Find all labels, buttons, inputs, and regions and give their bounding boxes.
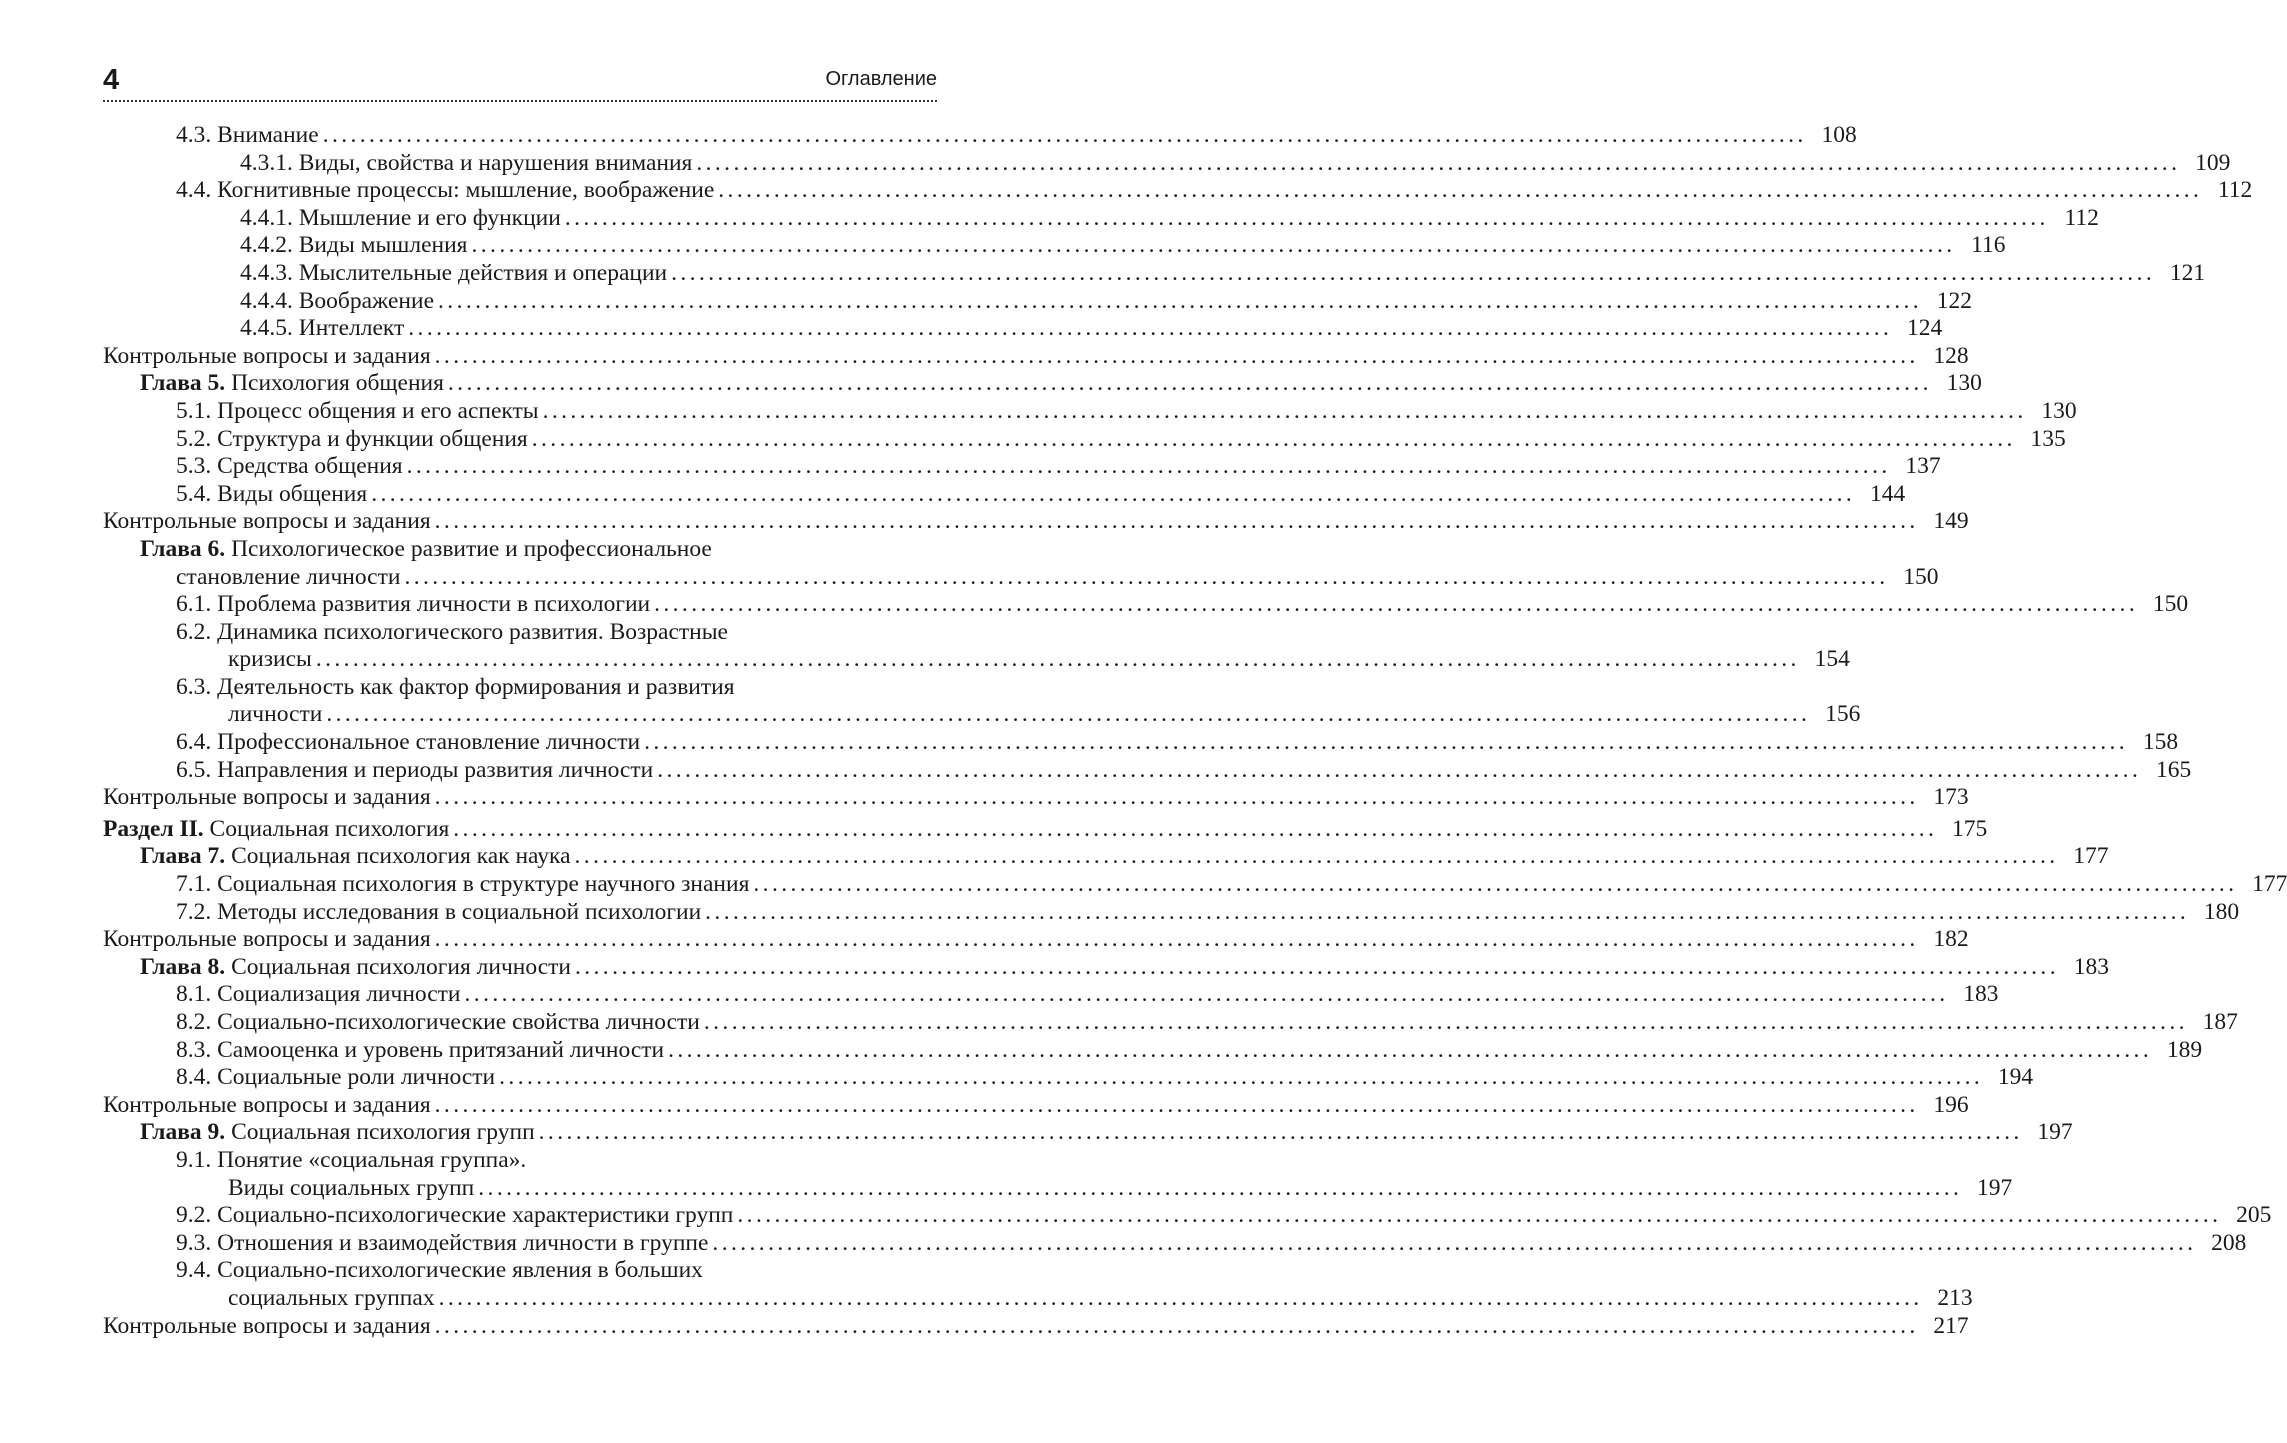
toc-page-number: 116	[1971, 232, 2006, 259]
toc-entry-label: личности	[228, 701, 323, 728]
toc-entry-label: Социальная психология	[203, 815, 450, 842]
toc-entry-title	[240, 205, 561, 233]
toc-entry-line	[228, 1284, 1973, 1313]
toc-entry-line	[176, 122, 1857, 150]
toc-entry-label: 5.2. Структура и функции общения	[176, 425, 528, 452]
toc-entry-label: 9.3. Отношения и взаимодействия личности в группе	[176, 1229, 709, 1256]
toc-entry-title	[176, 899, 701, 927]
toc-page-number: 150	[1903, 563, 1939, 590]
toc-entry-title	[176, 1064, 495, 1092]
toc-entry-label: 7.2. Методы исследования в социальной психологии	[176, 898, 702, 925]
toc-entry-title	[176, 674, 735, 700]
toc-entry[interactable]	[0, 1036, 2203, 1065]
toc-entry-line	[176, 729, 2179, 757]
toc-page-number: 187	[2202, 1009, 2238, 1035]
toc-entry-line	[176, 177, 2253, 205]
toc-entry-label: 8.3. Самооценка и уровень притязаний личности	[176, 1036, 665, 1063]
dot-leader: ................................................................................................................................................................	[315, 646, 1800, 673]
toc-entry-prefix: Глава 6.	[140, 535, 226, 562]
toc-entry[interactable]	[0, 1257, 1973, 1312]
toc-page-number: 183	[2073, 953, 2109, 980]
toc-entry-title	[240, 232, 468, 260]
toc-entry-line	[176, 425, 2066, 454]
toc-entry-line	[176, 397, 2077, 426]
toc-entry-label: 6.3. Деятельность как фактор формирования и развития	[176, 673, 735, 700]
toc-entry-title	[176, 1202, 733, 1230]
dot-leader: ................................................................................................................................................................	[434, 1091, 1919, 1118]
toc-entry-line	[103, 342, 1969, 371]
toc-entry-title	[176, 564, 400, 592]
toc-entry-label: 6.4. Профессиональное становление личности	[176, 729, 641, 756]
dot-leader: ................................................................................................................................................................	[542, 397, 2027, 424]
toc-entry-title	[103, 926, 431, 954]
toc-page-number: 137	[1905, 453, 1941, 480]
toc-page-number: 156	[1825, 701, 1861, 728]
toc-entry[interactable]	[0, 397, 2077, 426]
toc-page-number: 183	[1963, 981, 1999, 1008]
toc-page-number: 112	[2064, 204, 2099, 231]
toc-page-number: 108	[1821, 122, 1857, 148]
toc-entry[interactable]	[0, 315, 1943, 343]
toc-entry[interactable]	[0, 815, 1988, 844]
toc-page-number: 189	[2166, 1036, 2203, 1063]
toc-entry-line	[176, 981, 1999, 1009]
toc-page-number: 194	[1997, 1064, 2034, 1091]
toc-page-number: 197	[1977, 1174, 2013, 1201]
toc-entry[interactable]	[0, 535, 1939, 591]
toc-entry-first-line	[176, 674, 735, 702]
toc-entry[interactable]	[0, 1229, 2247, 1258]
toc-entry-line	[240, 287, 1973, 316]
toc-entry-prefix: Раздел II.	[103, 815, 204, 842]
toc-page-number: 121	[2169, 259, 2206, 286]
dot-leader: ................................................................................................................................................................	[705, 898, 2190, 925]
toc-entry-line	[176, 1036, 2203, 1065]
toc-entry-line	[228, 1174, 2013, 1203]
toc-entry-first-line	[176, 619, 728, 647]
toc-page-number: 109	[2195, 149, 2231, 176]
toc-entry-label: социальных группах	[228, 1284, 435, 1311]
toc-entry-label: 4.4. Когнитивные процессы: мышление, воображение	[176, 177, 715, 204]
dot-leader: ................................................................................................................................................................	[438, 287, 1923, 314]
toc-page-number: 135	[2030, 425, 2066, 452]
dot-leader: ................................................................................................................................................................	[574, 843, 2059, 870]
toc-entry-line	[176, 1202, 2272, 1230]
toc-entry-label: 8.2. Социально-психологические свойства личности	[176, 1009, 700, 1035]
toc-entry[interactable]	[0, 1009, 2238, 1037]
toc-entry[interactable]	[0, 508, 1969, 536]
toc-entry[interactable]	[0, 729, 2179, 757]
toc-entry-label: 6.1. Проблема развития личности в психологии	[176, 591, 651, 618]
toc-entry-title	[240, 288, 434, 316]
toc-entry-title	[140, 954, 571, 982]
toc-entry-prefix: Глава 7.	[140, 843, 226, 870]
toc-page-number: 182	[1933, 926, 1969, 953]
toc-entry-line	[103, 1312, 1969, 1341]
toc-entry-first-line	[176, 1257, 703, 1285]
toc-entry-label: 5.4. Виды общения	[176, 480, 368, 507]
toc-entry-label: Контрольные вопросы и задания	[103, 784, 431, 811]
dot-leader: ................................................................................................................................................................	[371, 480, 1856, 507]
toc-entry[interactable]	[0, 673, 1861, 729]
toc-entry-label: кризисы	[228, 646, 312, 673]
toc-entry-line	[176, 453, 1941, 481]
toc-page-number: 213	[1937, 1284, 1973, 1311]
toc-entry[interactable]	[0, 1202, 2272, 1230]
page-number: 4	[103, 64, 120, 96]
toc-entry-line	[176, 480, 1906, 509]
toc-entry-line	[176, 563, 1939, 592]
toc-entry-label: 9.2. Социально-психологические характеристики групп	[176, 1202, 734, 1229]
toc-entry[interactable]	[0, 287, 1973, 316]
toc-entry-label: Социальная психология как наука	[225, 843, 571, 870]
toc-entry-title	[176, 1230, 708, 1258]
toc-entry[interactable]	[0, 232, 2006, 260]
dot-leader: ................................................................................................................................................................	[644, 729, 2129, 756]
dot-leader: ................................................................................................................................................................	[406, 453, 1891, 480]
toc-page-number: 180	[2203, 898, 2240, 925]
toc-entry-title	[140, 843, 571, 871]
toc-entry[interactable]	[0, 843, 2109, 871]
dot-leader: ................................................................................................................................................................	[737, 1202, 2222, 1229]
toc-entry-title	[103, 343, 431, 371]
toc-entry[interactable]	[0, 149, 2231, 178]
toc-entry-title	[176, 426, 528, 454]
dot-leader: ................................................................................................................................................................	[434, 926, 1919, 953]
toc-entry-label: 4.4.4. Воображение	[240, 287, 435, 314]
dot-leader: ................................................................................................................................................................	[471, 232, 1956, 259]
toc-page-number: 144	[1869, 480, 1906, 507]
toc-entry-title	[176, 1009, 700, 1037]
dot-leader: ................................................................................................................................................................	[668, 1036, 2153, 1063]
toc-entry-label: Контрольные вопросы и задания	[103, 342, 431, 369]
toc-entry-label: Контрольные вопросы и задания	[103, 1091, 431, 1118]
toc-entry-line	[240, 259, 2206, 288]
toc-entry-label: 4.3.1. Виды, свойства и нарушения внимания	[240, 149, 693, 176]
header-dotted-rule	[103, 100, 937, 102]
toc-entry[interactable]	[0, 453, 1941, 481]
toc-entry-line	[228, 646, 1850, 674]
toc-entry-title	[176, 398, 539, 426]
toc-entry-line	[103, 784, 1969, 812]
dot-leader: ................................................................................................................................................................	[753, 871, 2238, 898]
toc-entry[interactable]	[0, 122, 1857, 150]
toc-entry-title	[228, 701, 322, 729]
toc-entry-label: 6.2. Динамика психологического развития. Возрастные	[176, 618, 728, 645]
toc-entry-line	[228, 701, 1861, 729]
toc-entry[interactable]	[0, 898, 2240, 927]
dot-leader: ................................................................................................................................................................	[538, 1119, 2023, 1146]
toc-entry-title	[176, 177, 714, 205]
toc-entry-title	[176, 729, 640, 757]
dot-leader: ................................................................................................................................................................	[447, 370, 1932, 397]
toc-entry-title	[140, 370, 444, 398]
toc-entry-title	[176, 481, 367, 509]
toc-entry-title	[176, 619, 728, 645]
toc-entry-label: 7.1. Социальная психология в структуре научного знания	[176, 871, 750, 898]
toc-entry-first-line	[140, 536, 712, 564]
toc-entry-label: 4.3. Внимание	[176, 122, 319, 148]
dot-leader: ................................................................................................................................................................	[464, 981, 1949, 1008]
toc-entry[interactable]	[0, 953, 2109, 982]
toc-entry-line	[176, 898, 2240, 927]
toc-page-number: 124	[1907, 315, 1943, 342]
toc-entry-title	[103, 784, 431, 812]
dot-leader: ................................................................................................................................................................	[434, 342, 1919, 369]
toc-entry-label: Психология общения	[225, 370, 444, 397]
toc-entry-title	[176, 757, 653, 785]
toc-page-number: 154	[1814, 646, 1850, 673]
toc-page-number: 177	[2073, 843, 2109, 870]
toc-page-number: 130	[2041, 397, 2077, 424]
dot-leader: ................................................................................................................................................................	[657, 756, 2142, 783]
toc-entry-line	[240, 204, 2099, 233]
dot-leader: ................................................................................................................................................................	[434, 508, 1919, 535]
toc-page-number: 112	[2217, 177, 2253, 204]
toc-entry[interactable]	[0, 259, 2206, 288]
toc-page-number: 122	[1936, 287, 1973, 314]
toc-entry-title	[240, 315, 404, 343]
toc-entry-line	[140, 370, 1982, 398]
dot-leader: ................................................................................................................................................................	[478, 1174, 1963, 1201]
toc-entry-line	[103, 926, 1969, 954]
toc-entry-label: 9.1. Понятие «социальная группа».	[176, 1146, 527, 1173]
toc-entry[interactable]	[0, 425, 2066, 454]
dot-leader: ................................................................................................................................................................	[434, 784, 1919, 811]
dot-leader: ................................................................................................................................................................	[712, 1229, 2197, 1256]
dot-leader: ................................................................................................................................................................	[408, 315, 1893, 342]
toc-entry-title	[140, 1119, 535, 1147]
toc-entry-label: 4.4.5. Интеллект	[240, 315, 405, 342]
toc-entry-line	[140, 953, 2109, 982]
toc-entry-label: 4.4.1. Мышление и его функции	[240, 204, 561, 231]
dot-leader: ................................................................................................................................................................	[438, 1284, 1923, 1311]
toc-entry-label: Психологическое развитие и профессиональное	[225, 535, 712, 562]
toc-entry-title	[176, 981, 461, 1009]
toc-entry-prefix: Глава 8.	[140, 953, 226, 980]
toc-entry-prefix: Глава 5.	[140, 370, 226, 397]
toc-entry-line	[103, 508, 1969, 536]
dot-leader: ................................................................................................................................................................	[671, 259, 2156, 286]
toc-entry-line	[176, 1064, 2034, 1092]
toc-entry-label: 9.4. Социально-психологические явления в больших	[176, 1257, 703, 1284]
toc-entry-line	[240, 149, 2231, 178]
toc-entry[interactable]	[0, 1091, 1969, 1120]
toc-entry[interactable]	[0, 756, 2192, 785]
toc-entry[interactable]	[0, 342, 1969, 371]
dot-leader: ................................................................................................................................................................	[404, 563, 1889, 590]
dot-leader: ................................................................................................................................................................	[531, 425, 2016, 452]
toc-entry-label: 4.4.2. Виды мышления	[240, 232, 468, 259]
toc-entry[interactable]	[0, 1146, 2013, 1202]
toc-entry-title	[176, 1147, 526, 1173]
toc-entry-title	[176, 871, 749, 899]
toc-entry-line	[176, 1229, 2247, 1258]
toc-entry-label: Виды социальных групп	[228, 1174, 475, 1201]
toc-entry-title	[176, 591, 650, 619]
dot-leader: ................................................................................................................................................................	[574, 953, 2059, 980]
toc-entry-title	[176, 1257, 703, 1283]
toc-page-number: 208	[2211, 1229, 2247, 1256]
toc-entry-line	[103, 815, 1988, 844]
dot-leader: ................................................................................................................................................................	[718, 177, 2203, 204]
toc-page-number: 165	[2155, 756, 2192, 783]
toc-page-number: 128	[1933, 342, 1969, 369]
toc-entry-title	[140, 536, 712, 562]
toc-entry[interactable]	[0, 177, 2253, 205]
dot-leader: ................................................................................................................................................................	[564, 204, 2049, 231]
toc-page-number: 217	[1933, 1312, 1969, 1339]
toc-entry-label: Контрольные вопросы и задания	[103, 926, 431, 953]
toc-entry-label: 8.1. Социализация личности	[176, 981, 461, 1008]
toc-page-number: 173	[1933, 784, 1969, 811]
toc-entry-line	[176, 591, 2189, 619]
dot-leader: ................................................................................................................................................................	[703, 1009, 2188, 1035]
toc-entry[interactable]	[0, 618, 1850, 674]
toc-entry-title	[228, 1175, 474, 1203]
toc-entry-label: 8.4. Социальные роли личности	[176, 1064, 496, 1091]
toc-entry-title	[103, 508, 431, 536]
table-of-contents	[0, 122, 2287, 1340]
toc-entry[interactable]	[0, 1312, 1969, 1341]
toc-page-number: 149	[1933, 508, 1969, 535]
toc-entry-line	[240, 232, 2006, 260]
toc-entry-title	[176, 1037, 664, 1065]
toc-entry-label: Контрольные вопросы и задания	[103, 1312, 431, 1339]
toc-entry-title	[103, 1313, 431, 1341]
toc-entry-line	[103, 1091, 1969, 1120]
toc-entry[interactable]	[0, 591, 2189, 619]
running-header	[103, 62, 937, 102]
toc-entry-title	[240, 150, 692, 178]
toc-entry[interactable]	[0, 784, 1969, 812]
toc-page-number: 177	[2252, 871, 2287, 898]
toc-entry[interactable]	[0, 871, 2287, 899]
toc-entry-title	[176, 453, 403, 481]
dot-leader: ................................................................................................................................................................	[499, 1064, 1984, 1091]
dot-leader: ................................................................................................................................................................	[434, 1312, 1919, 1339]
toc-entry-label: Социальная психология групп	[225, 1119, 535, 1146]
toc-page-number: 175	[1952, 815, 1988, 842]
toc-page-number: 197	[2037, 1119, 2073, 1146]
toc-entry-prefix: Глава 9.	[140, 1119, 226, 1146]
toc-entry-line	[140, 843, 2109, 871]
toc-entry[interactable]	[0, 1119, 2073, 1147]
toc-entry-first-line	[176, 1147, 526, 1175]
toc-entry-line	[140, 1119, 2073, 1147]
toc-entry-label: становление личности	[176, 563, 401, 590]
toc-entry[interactable]	[0, 1064, 2034, 1092]
toc-entry[interactable]	[0, 981, 1999, 1009]
toc-entry-label: Социальная психология личности	[225, 953, 571, 980]
toc-entry[interactable]	[0, 480, 1906, 509]
toc-entry-line	[176, 1009, 2238, 1037]
toc-entry-line	[176, 756, 2192, 785]
section-title: Оглавление	[825, 68, 937, 90]
toc-entry[interactable]	[0, 370, 1982, 398]
toc-page-number: 158	[2142, 729, 2179, 756]
dot-leader: ................................................................................................................................................................	[326, 701, 1811, 728]
toc-entry-label: Контрольные вопросы и задания	[103, 508, 431, 535]
toc-entry-label: 4.4.3. Мыслительные действия и операции	[240, 259, 668, 286]
toc-entry-label: 5.1. Процесс общения и его аспекты	[176, 397, 539, 424]
toc-entry-title	[103, 1092, 431, 1120]
dot-leader: ................................................................................................................................................................	[696, 149, 2181, 176]
dot-leader: ................................................................................................................................................................	[453, 815, 1938, 842]
toc-entry-line	[176, 871, 2287, 899]
dot-leader: ................................................................................................................................................................	[654, 591, 2139, 618]
toc-entry[interactable]	[0, 204, 2099, 233]
toc-entry-label: 5.3. Средства общения	[176, 453, 403, 480]
toc-entry-title	[228, 1285, 435, 1313]
toc-entry-title	[240, 260, 667, 288]
toc-entry-title	[228, 646, 312, 674]
toc-page-number: 150	[2152, 591, 2189, 618]
toc-entry-title	[176, 122, 319, 150]
toc-entry[interactable]	[0, 926, 1969, 954]
toc-entry-title	[103, 816, 449, 844]
toc-entry-label: 6.5. Направления и периоды развития личности	[176, 756, 654, 783]
toc-page-number: 205	[2236, 1202, 2272, 1229]
dot-leader: ................................................................................................................................................................	[322, 122, 1807, 148]
toc-page-number: 130	[1946, 370, 1982, 397]
toc-entry-line	[240, 315, 1943, 343]
toc-page-number: 196	[1933, 1091, 1969, 1118]
